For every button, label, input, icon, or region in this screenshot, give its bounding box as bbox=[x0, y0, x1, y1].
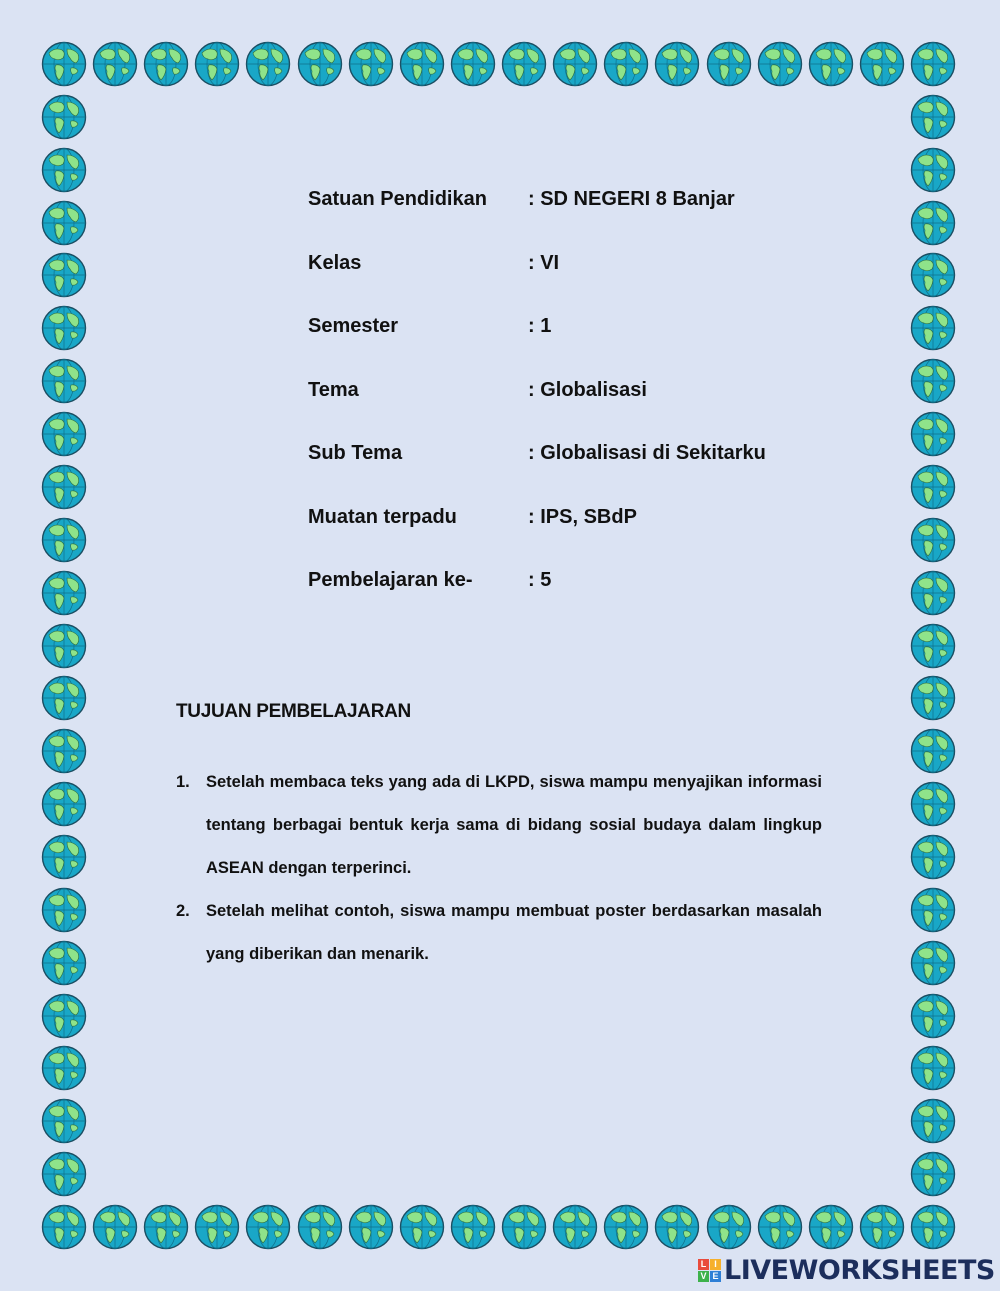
globe-icon bbox=[501, 1204, 547, 1250]
globe-icon bbox=[603, 1204, 649, 1250]
globe-icon bbox=[910, 147, 956, 193]
info-value: : 5 bbox=[528, 569, 552, 591]
globe-icon bbox=[194, 41, 240, 87]
globe-icon bbox=[603, 41, 649, 87]
globe-icon bbox=[41, 887, 87, 933]
globe-icon bbox=[910, 570, 956, 616]
globe-icon bbox=[41, 781, 87, 827]
liveworksheets-logo bbox=[698, 1254, 995, 1286]
globe-icon bbox=[450, 41, 496, 87]
badge-letter: E bbox=[710, 1271, 721, 1282]
globe-icon bbox=[348, 41, 394, 87]
globe-icon bbox=[910, 623, 956, 669]
item-text: Setelah melihat contoh, siswa mampu membuat poster berdasarkan masalah yang diberikan dan menarik. bbox=[206, 902, 822, 963]
globe-icon bbox=[910, 358, 956, 404]
liveworksheets-wordmark: LIVEWORKSHEETS bbox=[724, 1254, 995, 1286]
info-label: Semester bbox=[308, 315, 399, 337]
badge-letter: L bbox=[698, 1259, 709, 1270]
globe-icon bbox=[41, 464, 87, 510]
globe-icon bbox=[910, 1151, 956, 1197]
globe-icon bbox=[41, 94, 87, 140]
info-value: : SD NEGERI 8 Banjar bbox=[528, 188, 735, 210]
globe-icon bbox=[910, 94, 956, 140]
globe-icon bbox=[552, 41, 598, 87]
globe-icon bbox=[41, 623, 87, 669]
globe-icon bbox=[41, 1045, 87, 1091]
globe-icon bbox=[706, 1204, 752, 1250]
globe-icon bbox=[41, 728, 87, 774]
globe-icon bbox=[501, 41, 547, 87]
globe-icon bbox=[41, 1098, 87, 1144]
info-label: Kelas bbox=[308, 251, 362, 274]
globe-icon bbox=[910, 305, 956, 351]
globe-icon bbox=[245, 1204, 291, 1250]
globe-icon bbox=[41, 252, 87, 298]
globe-icon bbox=[41, 411, 87, 457]
globe-icon bbox=[194, 1204, 240, 1250]
globe-icon bbox=[910, 252, 956, 298]
globe-icon bbox=[654, 1204, 700, 1250]
globe-icon bbox=[910, 728, 956, 774]
item-number: 2. bbox=[176, 902, 190, 920]
item-number: 1. bbox=[176, 773, 190, 791]
globe-icon bbox=[910, 1098, 956, 1144]
globe-icon bbox=[92, 41, 138, 87]
globe-icon bbox=[41, 517, 87, 563]
globe-icon bbox=[399, 41, 445, 87]
globe-icon bbox=[757, 41, 803, 87]
globe-icon bbox=[92, 1204, 138, 1250]
badge-letter: V bbox=[698, 1271, 709, 1282]
info-label: Muatan terpadu bbox=[308, 505, 457, 528]
globe-icon bbox=[859, 41, 905, 87]
info-label: Pembelajaran ke- bbox=[308, 569, 473, 591]
globe-icon bbox=[910, 993, 956, 1039]
globe-icon bbox=[910, 517, 956, 563]
globe-icon bbox=[41, 570, 87, 616]
globe-icon bbox=[910, 834, 956, 880]
globe-icon bbox=[399, 1204, 445, 1250]
badge-letter: I bbox=[710, 1259, 721, 1270]
globe-icon bbox=[808, 1204, 854, 1250]
objectives-heading: TUJUAN PEMBELAJARAN bbox=[176, 701, 411, 722]
info-label: Tema bbox=[308, 378, 359, 401]
globe-icon bbox=[450, 1204, 496, 1250]
globe-icon bbox=[910, 675, 956, 721]
globe-icon bbox=[41, 1151, 87, 1197]
globe-icon bbox=[859, 1204, 905, 1250]
globe-icon bbox=[297, 1204, 343, 1250]
globe-icon bbox=[552, 1204, 598, 1250]
globe-icon bbox=[910, 1045, 956, 1091]
globe-icon bbox=[910, 200, 956, 246]
globe-icon bbox=[757, 1204, 803, 1250]
globe-icon bbox=[910, 781, 956, 827]
globe-icon bbox=[348, 1204, 394, 1250]
info-value: : IPS, SBdP bbox=[528, 505, 637, 528]
info-value: : Globalisasi di Sekitarku bbox=[528, 442, 766, 464]
globe-icon bbox=[41, 675, 87, 721]
globe-icon bbox=[143, 1204, 189, 1250]
globe-icon bbox=[910, 411, 956, 457]
globe-icon bbox=[143, 41, 189, 87]
globe-icon bbox=[41, 305, 87, 351]
globe-icon bbox=[706, 41, 752, 87]
info-value: : Globalisasi bbox=[528, 378, 647, 401]
globe-icon bbox=[41, 993, 87, 1039]
globe-icon bbox=[41, 940, 87, 986]
globe-icon bbox=[245, 41, 291, 87]
globe-icon bbox=[41, 1204, 87, 1250]
item-text: Setelah membaca teks yang ada di LKPD, siswa mampu menyajikan informasi tentang berbagai bentuk kerja sama di bidang sosial budaya dalam lingkup ASEAN dengan terperinci. bbox=[206, 773, 822, 877]
globe-icon bbox=[41, 200, 87, 246]
info-label: Sub Tema bbox=[308, 442, 403, 464]
list-item bbox=[176, 890, 822, 976]
globe-icon bbox=[910, 887, 956, 933]
list-item bbox=[176, 761, 822, 890]
globe-icon bbox=[910, 940, 956, 986]
info-value: : 1 bbox=[528, 315, 552, 337]
globe-icon bbox=[41, 834, 87, 880]
globe-icon bbox=[910, 1204, 956, 1250]
globe-icon bbox=[297, 41, 343, 87]
globe-icon bbox=[41, 41, 87, 87]
globe-icon bbox=[910, 464, 956, 510]
info-label: Satuan Pendidikan bbox=[308, 188, 487, 210]
globe-icon bbox=[808, 41, 854, 87]
globe-icon bbox=[910, 41, 956, 87]
info-value: : VI bbox=[528, 251, 560, 274]
globe-icon bbox=[654, 41, 700, 87]
objectives-list bbox=[176, 761, 822, 976]
globe-icon bbox=[41, 358, 87, 404]
liveworksheets-badge-icon bbox=[698, 1259, 721, 1282]
globe-icon bbox=[41, 147, 87, 193]
